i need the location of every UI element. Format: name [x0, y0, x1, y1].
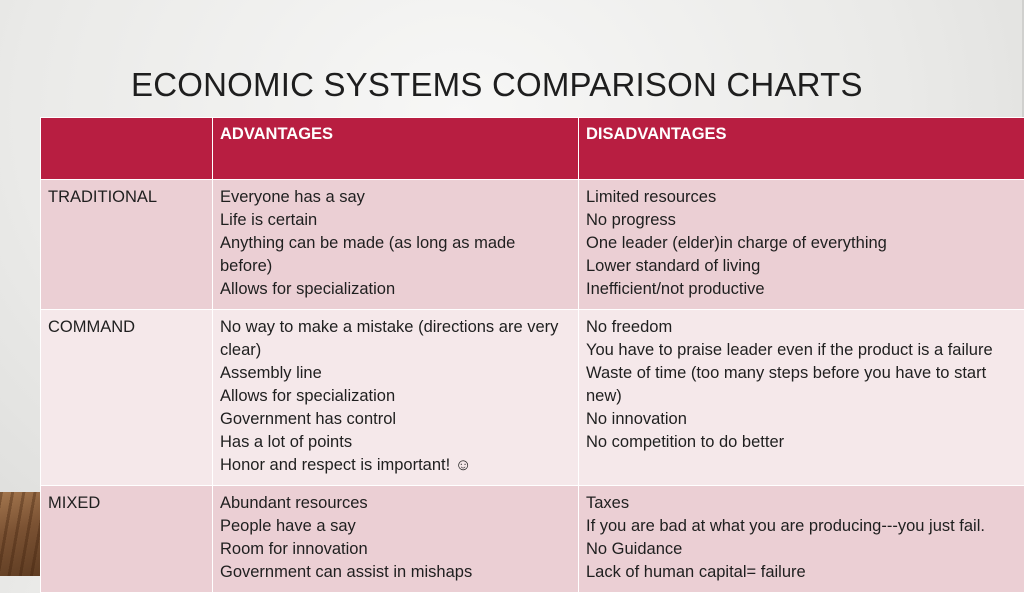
row-command [41, 310, 1024, 486]
advantage-item: Anything can be made (as long as made before) [220, 232, 571, 278]
advantage-item: Allows for specialization [220, 278, 571, 301]
advantage-item: Life is certain [220, 209, 571, 232]
advantage-item: Has a lot of points [220, 431, 571, 454]
disadvantage-item: Waste of time (too many steps before you have to start new) [586, 362, 1017, 408]
row-mixed [41, 486, 1024, 593]
advantage-item: Everyone has a say [220, 186, 571, 209]
disadvantages-cell-mixed [579, 486, 1024, 593]
disadvantages-cell-traditional [579, 180, 1024, 310]
advantage-item: Allows for specialization [220, 385, 571, 408]
advantage-item: People have a say [220, 515, 571, 538]
disadvantage-item: If you are bad at what you are producing---you just fail. [586, 515, 1017, 538]
system-label-mixed: MIXED [41, 486, 213, 593]
disadvantage-item: Lack of human capital= failure [586, 561, 1017, 584]
disadvantage-item: One leader (elder)in charge of everything [586, 232, 1017, 255]
advantage-item: No way to make a mistake (directions are very clear) [220, 316, 571, 362]
disadvantage-item: You have to praise leader even if the product is a failure [586, 339, 1017, 362]
header-disadvantages: DISADVANTAGES [579, 118, 1024, 180]
advantage-item: Assembly line [220, 362, 571, 385]
comparison-table [40, 117, 1024, 593]
advantage-item: Government has control [220, 408, 571, 431]
disadvantage-item: No freedom [586, 316, 1017, 339]
advantages-cell-command [213, 310, 579, 486]
disadvantage-item: Inefficient/not productive [586, 278, 1017, 301]
disadvantage-item: Lower standard of living [586, 255, 1017, 278]
advantage-item: Abundant resources [220, 492, 571, 515]
advantage-item: Honor and respect is important! ☺ [220, 454, 571, 477]
row-traditional [41, 180, 1024, 310]
disadvantage-item: No progress [586, 209, 1017, 232]
disadvantage-item: No competition to do better [586, 431, 1017, 454]
advantages-cell-traditional [213, 180, 579, 310]
system-label-traditional: TRADITIONAL [41, 180, 213, 310]
header-corner-cell [41, 118, 213, 180]
advantage-item: Room for innovation [220, 538, 571, 561]
slide-title: ECONOMIC SYSTEMS COMPARISON CHARTS [131, 66, 863, 104]
header-row [41, 118, 1024, 180]
advantages-cell-mixed [213, 486, 579, 593]
disadvantage-item: Taxes [586, 492, 1017, 515]
advantage-item: Government can assist in mishaps [220, 561, 571, 584]
system-label-command: COMMAND [41, 310, 213, 486]
header-advantages: ADVANTAGES [213, 118, 579, 180]
wood-floor-decoration [0, 492, 40, 576]
disadvantage-item: Limited resources [586, 186, 1017, 209]
disadvantage-item: No innovation [586, 408, 1017, 431]
disadvantages-cell-command [579, 310, 1024, 486]
disadvantage-item: No Guidance [586, 538, 1017, 561]
